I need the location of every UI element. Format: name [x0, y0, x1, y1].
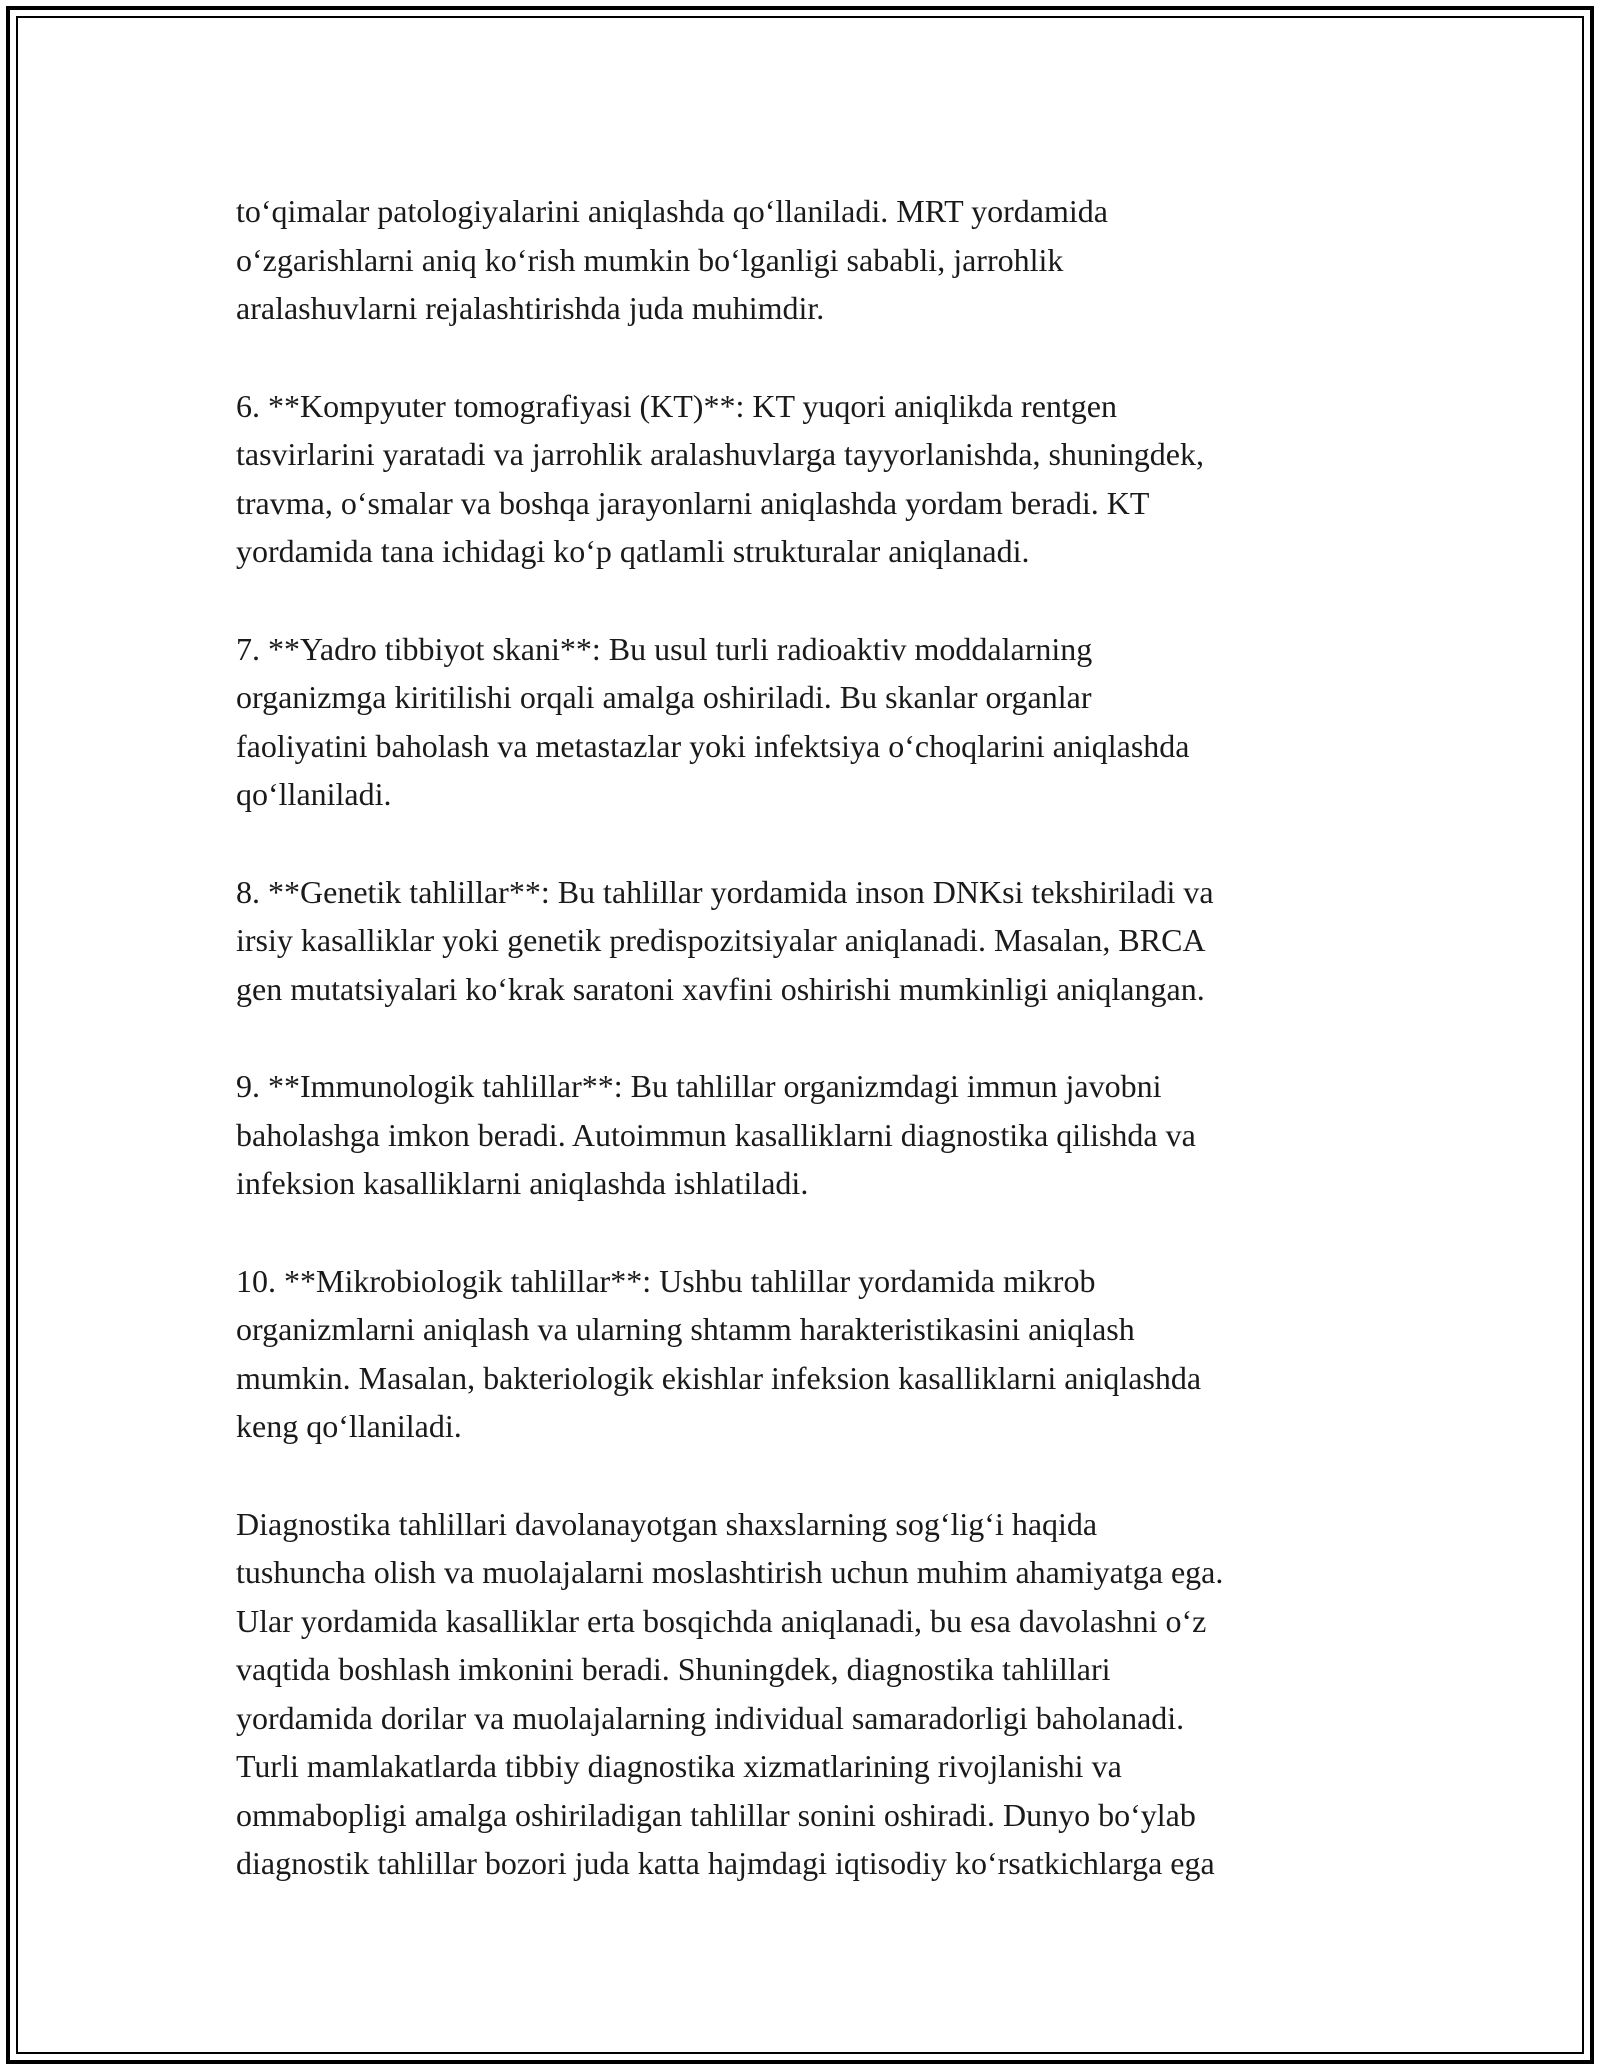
- paragraph-item-6-kt: 6. **Kompyuter tomografiyasi (KT)**: KT yuqori aniqlikda rentgen tasvirlarini yaratadi va jarrohlik aralashuvlarga tayyorlanishda, shuningdek, travma, o‘smalar va boshqa jarayonlarni aniqlashda yordam beradi. KT yordamida tana ichidagi ko‘p qatlamli strukturalar aniqlanadi.: [236, 387, 1204, 569]
- paragraph-summary: Diagnostika tahlillari davolanayotgan shaxslarning sog‘lig‘i haqida tushuncha olish va muolajalarni moslashtirish uchun muhim ahamiyatga ega. Ular yordamida kasalliklar erta bosqichda aniqlanadi, bu esa davolashni o‘z vaqtida boshlash imkonini beradi. Shuningdek, diagnostika tahlillari yordamida dorilar va muolajalarning individual samaradorligi baholanadi. Turli mamlakatlarda tibbiy diagnostika xizmatlarining rivojlanishi va ommabopligi amalga oshiriladigan tahlillar sonini oshiradi. Dunyo bo‘ylab diagnostik tahlillar bozori juda katta hajmdagi iqtisodiy ko‘rsatkichlarga ega: [236, 1505, 1224, 1881]
- paragraph-item-10-microbiologic: 10. **Mikrobiologik tahlillar**: Ushbu tahlillar yordamida mikrob organizmlarni aniqlash va ularning shtamm harakteristikasini aniqlash mumkin. Masalan, bakteriologik ekishlar infeksion kasalliklarni aniqlashda keng qo‘llaniladi.: [236, 1262, 1202, 1444]
- paragraph-mrt-continued: to‘qimalar patologiyalarini aniqlashda qo‘llaniladi. MRT yordamida o‘zgarishlarni aniq ko‘rish mumkin bo‘lganligi sababli, jarrohlik aralashuvlarni rejalashtirishda juda muhimdir.: [236, 193, 1108, 326]
- paragraph-item-7-nuclear-scan: 7. **Yadro tibbiyot skani**: Bu usul turli radioaktiv moddalarning organizmga kiritilishi orqali amalga oshiriladi. Bu skanlar organlar faoliyatini baholash va metastazlar yoki infektsiya o‘choqlarini aniqlashda qo‘llaniladi.: [236, 630, 1190, 812]
- document-body: [236, 187, 1416, 1888]
- paragraph-item-8-genetic: 8. **Genetik tahlillar**: Bu tahlillar yordamida inson DNKsi tekshiriladi va irsiy kasalliklar yoki genetik predispozitsiyalar aniqlanadi. Masalan, BRCA gen mutatsiyalari ko‘krak saratoni xavfini oshirishi mumkinligi aniqlangan.: [236, 873, 1214, 1007]
- paragraph-item-9-immunologic: 9. **Immunologik tahlillar**: Bu tahlillar organizmdagi immun javobni baholashga imkon beradi. Autoimmun kasalliklarni diagnostika qilishda va infeksion kasalliklarni aniqlashda ishlatiladi.: [236, 1068, 1196, 1201]
